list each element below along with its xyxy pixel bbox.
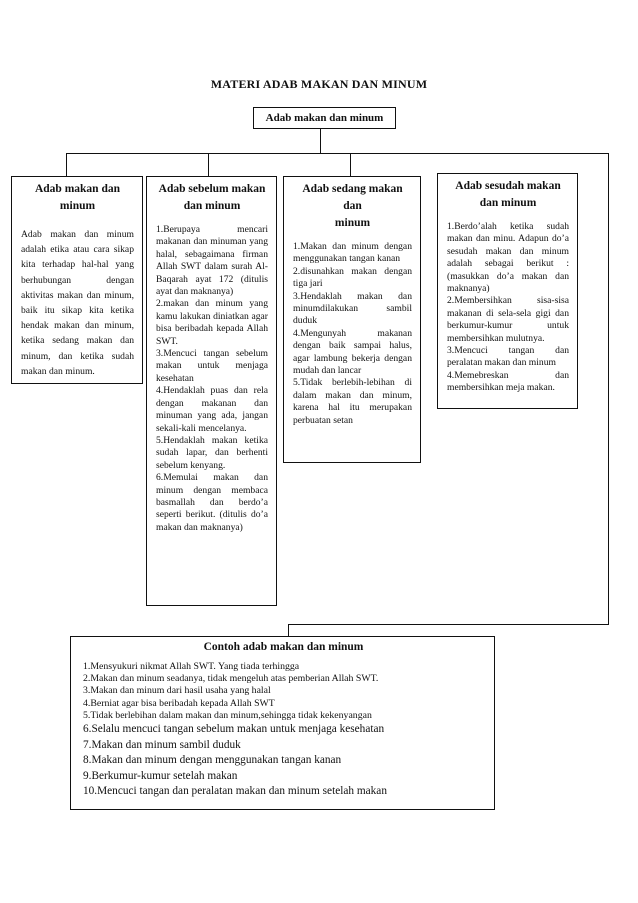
connector-right-horizontal [288,624,609,625]
box-heading: Adab sedang makan dan minum [302,183,403,229]
list-item: 10.Mencuci tangan dan peralatan makan dan minum setelah makan [83,785,387,798]
list-item: 1.Mensyukuri nikmat Allah SWT. Yang tiada terhingga [83,661,300,672]
list-item: 3.Mencuci tangan sebelum makan untuk menjaga kesehatan [156,348,268,384]
box-body [293,241,412,427]
list-item: 5.Tidak berlebihan dalam makan dan minum,sehingga tidak kekenyangan [83,709,372,721]
box-adab-sedang [283,176,421,463]
list-item: 4.Hendaklah puas dan rela dengan makanan dan minuman yang ada, jangan sekali-kali mencelanya. [156,385,268,434]
list-item: 4.Memebreskan dan membersihkan meja makan. [447,369,569,394]
list-item: 6.Memulai makan dan minum dengan membaca basmallah dan berdo’a seperti berikut. (ditulis do’a makan dan maknanya) [156,472,268,533]
examples-heading: Contoh adab makan dan minum [203,641,364,653]
box-heading: Adab sebelum makan dan minum [158,183,266,212]
list-item: 2.Membersihkan sisa-sisa makanan di sela-sela gigi dan berkumur-kumur untuk membersihkan mulutnya. [447,295,569,344]
box-heading: Adab makan dan minum [34,183,120,212]
list-item: 3.Mencuci tangan dan peralatan makan dan minum [447,345,569,369]
list-item: 1.Berdo’alah ketika sudah makan dan minu. Adapun do’a sesudah makan dan minum adalah sebagai berikut : (masukkan do’a makan dan maknanya) [447,221,569,295]
connector-bottom [288,624,289,636]
list-item: 4.Berniat agar bisa beribadah kepada Allah SWT [83,697,275,709]
list-item: 7.Makan dan minum sambil duduk [83,738,241,751]
box-heading: Adab sesudah makan dan minum [455,180,561,209]
definition-text: Adab makan dan minum adalah etika atau cara sikap kita terhadap hal-hal yang berhubungan dengan aktivitas makan dan minum, baik itu sikap kita ketika hendak makan dan minum, ketika sedang makan dan minum, dan ketika sudah makan dan minum. [21,229,134,377]
document-title: MATERI ADAB MAKAN DAN MINUM [210,77,428,91]
examples-list [83,661,484,800]
examples-box [70,636,495,810]
list-item: 6.Selalu mencuci tangan sebelum makan untuk menjaga kesehatan [83,723,385,736]
box-adab-makan-definition [11,176,143,384]
connector-horizontal [66,153,609,154]
list-item: 3.Hendaklah makan dan minumdilakukan sambil duduk [293,290,412,327]
box-body [156,224,268,534]
list-item: 2.makan dan minum yang kamu lakukan diniatkan agar bisa beribadah kepada Allah SWT. [156,298,268,347]
box-body [447,221,569,395]
list-item: 3.Makan dan minum dari hasil usaha yang halal [83,685,271,697]
list-item: 1.Berupaya mencari makanan dan minuman yang halal, sebagaimana firman Allah SWT dalam surah Al-Baqarah ayat 172 (ditulis ayat dan maknanya) [156,224,268,298]
connector-box2 [208,153,209,176]
connector-box1 [66,153,67,176]
list-item: 5.Hendaklah makan ketika sudah lapar, dan berhenti sebelum kenyang. [156,434,268,471]
root-node: Adab makan dan minum [253,107,396,129]
list-item: 8.Makan dan minum dengan menggunakan tangan kanan [83,754,342,767]
box-adab-sebelum [146,176,277,606]
list-item: 2.Makan dan minum seadanya, tidak mengeluh atas pemberian Allah SWT. [83,673,379,685]
list-item: 4.Mengunyah makanan dengan baik sampai halus, agar lambung bekerja dengan mudah dan lancar [293,327,412,377]
connector-box3 [350,153,351,176]
connector-right-vertical [608,153,609,625]
box-adab-sesudah [437,173,578,409]
list-item: 5.Tidak berlebih-lebihan di dalam makan dan minum, karena hal itu merupakan perbuatan setan [293,377,412,426]
list-item: 2.disunahkan makan dengan tiga jari [293,265,412,290]
list-item: 9.Berkumur-kumur setelah makan [83,769,238,782]
list-item: 1.Makan dan minum dengan menggunakan tangan kanan [293,241,412,265]
box-body [21,227,134,379]
connector-root-down [320,129,321,153]
